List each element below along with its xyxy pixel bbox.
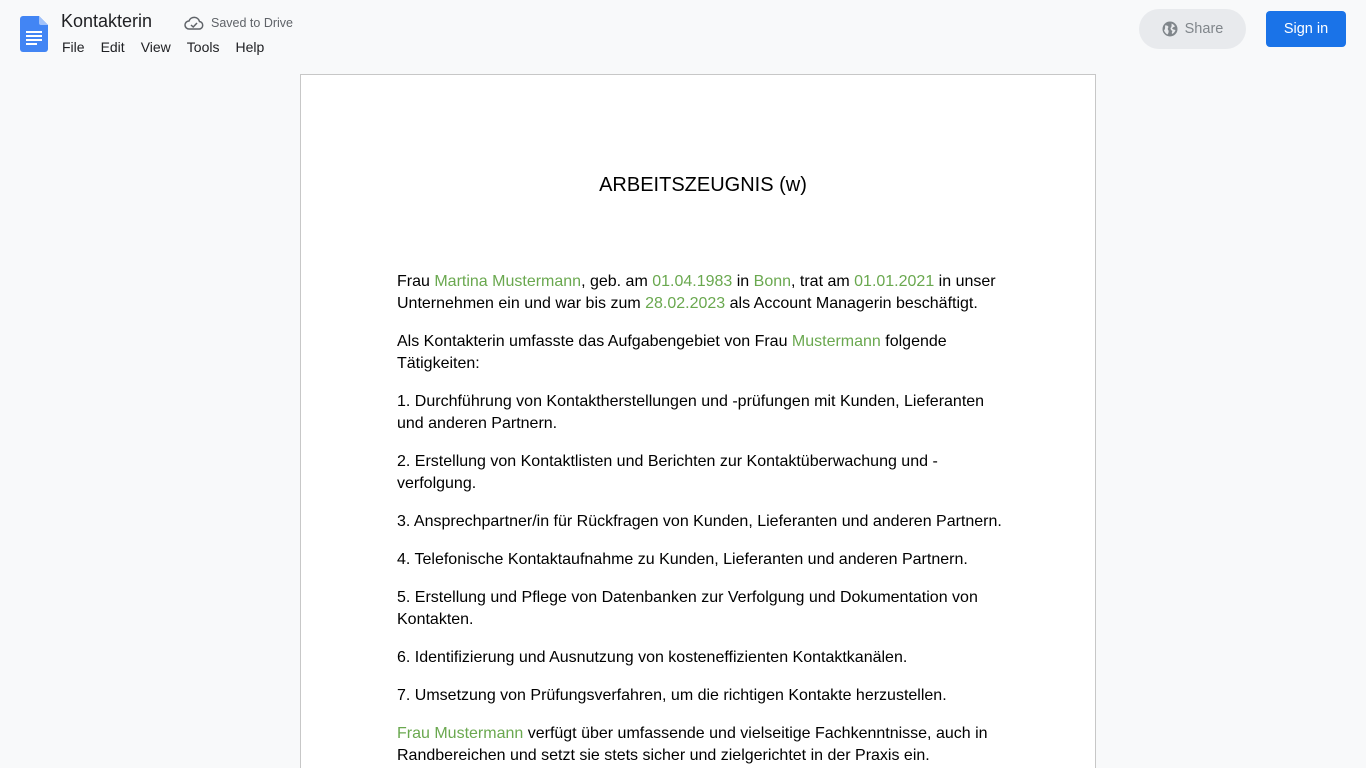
save-status[interactable] xyxy=(184,13,293,33)
employee-name: Frau Mustermann xyxy=(397,725,524,742)
intro-text: , trat am xyxy=(791,273,855,290)
document-page[interactable] xyxy=(300,74,1096,768)
task-item: 4. Telefonische Kontaktaufnahme zu Kunden, Lieferanten und anderen Partnern. xyxy=(397,551,968,568)
intro-text: in unser Unternehmen ein und war bis zum xyxy=(397,273,996,312)
menu-edit[interactable]: Edit xyxy=(100,39,125,55)
birth-date: 01.04.1983 xyxy=(652,273,733,290)
document-title[interactable]: Kontakterin xyxy=(61,11,153,31)
employee-name: Martina Mustermann xyxy=(434,273,582,290)
task-item: 3. Ansprechpartner/in für Rückfragen von Kunden, Lieferanten und anderen Partnern. xyxy=(397,513,1002,530)
intro-text: Frau xyxy=(397,273,435,290)
birth-city: Bonn xyxy=(753,273,792,290)
document-body xyxy=(397,173,1009,768)
document-heading: ARBEITSZEUGNIS (w) xyxy=(599,174,807,196)
end-date: 28.02.2023 xyxy=(645,295,726,312)
top-bar xyxy=(0,0,1366,64)
share-button-label: Share xyxy=(1184,21,1224,37)
menu-file[interactable]: File xyxy=(62,39,85,55)
task-item: 5. Erstellung und Pflege von Datenbanken zur Verfolgung und Dokumentation von Kontakten. xyxy=(397,589,978,628)
tasks-intro-text: folgende Tätigkeiten: xyxy=(397,333,947,372)
tasks-intro-paragraph xyxy=(397,331,1009,375)
document-canvas[interactable] xyxy=(0,64,1366,768)
cloud-done-icon xyxy=(184,16,204,30)
task-item: 7. Umsetzung von Prüfungsverfahren, um die richtigen Kontakte herzustellen. xyxy=(397,687,947,704)
save-status-label: Saved to Drive xyxy=(211,16,293,30)
tasks-intro-text: Als Kontakterin umfasste das Aufgabengebiet von Frau xyxy=(397,333,792,350)
intro-text: in xyxy=(732,273,754,290)
share-button[interactable] xyxy=(1139,9,1246,49)
sign-in-button[interactable]: Sign in xyxy=(1266,11,1346,47)
employee-surname: Mustermann xyxy=(791,333,881,350)
google-docs-icon[interactable] xyxy=(20,16,48,52)
task-item: 2. Erstellung von Kontaktlisten und Berichten zur Kontaktüberwachung und -verfolgung. xyxy=(397,453,938,492)
menu-bar xyxy=(54,36,272,58)
globe-icon xyxy=(1162,21,1178,37)
intro-paragraph xyxy=(397,271,1009,315)
intro-text: als Account Managerin beschäftigt. xyxy=(725,295,978,312)
task-item: 1. Durchführung von Kontaktherstellungen und -prüfungen mit Kunden, Lieferanten und anderen Partnern. xyxy=(397,393,985,432)
menu-tools[interactable]: Tools xyxy=(186,39,220,55)
intro-text: , geb. am xyxy=(581,273,653,290)
start-date: 01.01.2021 xyxy=(854,273,935,290)
closing-paragraph xyxy=(397,723,1009,767)
task-item: 6. Identifizierung und Ausnutzung von kosteneffizienten Kontaktkanälen. xyxy=(397,649,908,666)
menu-help[interactable]: Help xyxy=(235,39,265,55)
closing-text: verfügt über umfassende und vielseitige Fachkenntnisse, auch in Randbereichen und setzt sie stets sicher und zielgerichtet in der Praxis ein. xyxy=(397,725,988,764)
menu-view[interactable]: View xyxy=(140,39,171,55)
